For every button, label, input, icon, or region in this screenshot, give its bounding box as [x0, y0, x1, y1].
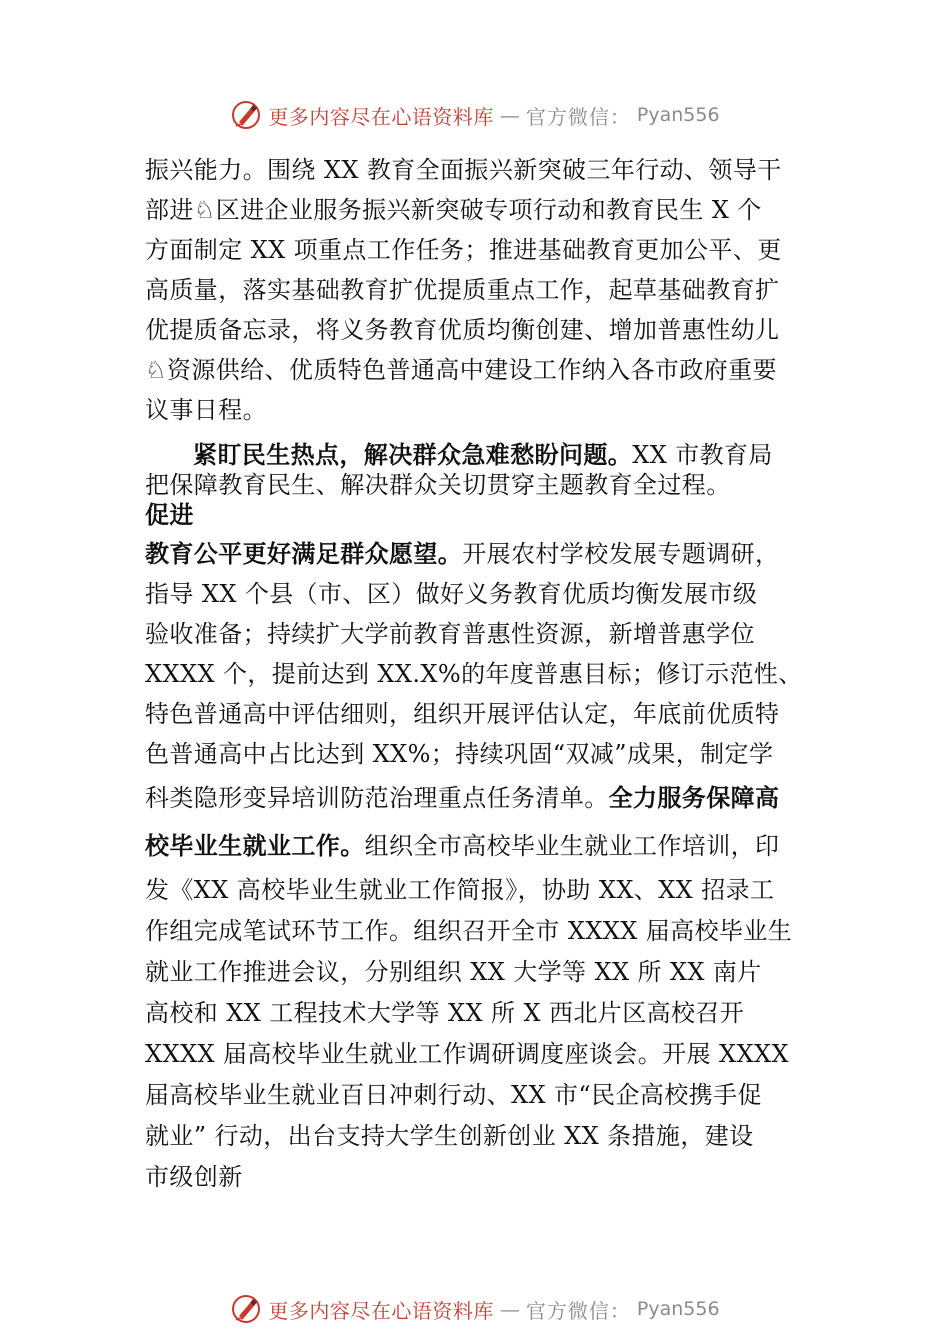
watermark-account: Pyan556: [636, 104, 720, 126]
paragraph-1: [145, 150, 805, 430]
watermark-separator: —: [499, 103, 520, 127]
text-line: XXXX 个，提前达到 XX.X%的年度普惠目标；修订示范性、: [145, 660, 803, 688]
sub-heading: 校毕业生就业工作。: [145, 832, 365, 860]
pen-logo-icon: [230, 1293, 262, 1325]
text-line: 发《XX 高校毕业生就业工作简报》，协助 XX、XX 招录工: [145, 876, 775, 904]
text-run: 科类隐形变异培训防范治理重点任务清单。: [145, 784, 609, 812]
section-heading: 紧盯民生热点，解决群众急难愁盼问题。: [193, 441, 633, 469]
text-line: [145, 774, 805, 822]
text-line: 届高校毕业生就业百日冲刺行动、XX 市“民企高校携手促: [145, 1081, 762, 1109]
header-watermark: [0, 95, 950, 135]
text-run: 组织全市高校毕业生就业工作培训，印: [364, 832, 780, 860]
text-line: [145, 822, 805, 870]
text-line: 作组完成笔试环节工作。组织召开全市 XXXX 届高校毕业生: [145, 917, 793, 945]
sub-heading: 教育公平更好满足群众愿望。: [145, 540, 463, 568]
text-line: 特色普通高中评估细则，组织开展评估认定，年底前优质特: [145, 700, 780, 728]
paragraph-3: [145, 534, 805, 822]
text-line: 议事日程。: [145, 396, 267, 424]
watermark-label: 官方微信：: [525, 104, 631, 129]
text-line: ♘资源供给、优质特色普通高中建设工作纳入各市政府重要: [145, 356, 777, 384]
text-line: XXXX 届高校毕业生就业工作调研调度座谈会。开展 XXXX: [145, 1040, 789, 1068]
text-line: 就业” 行动，出台支持大学生创新创业 XX 条措施，建设: [145, 1122, 754, 1150]
text-line: 市级创新: [145, 1163, 243, 1191]
text-line: 色普通高中占比达到 XX%；持续巩固“双减”成果，制定学: [145, 740, 774, 768]
text-line: 方面制定 XX 项重点工作任务；推进基础教育更加公平、更: [145, 236, 782, 264]
text-line: 就业工作推进会议，分别组织 XX 大学等 XX 所 XX 南片: [145, 958, 762, 986]
paragraph-4: [145, 822, 805, 1198]
text-line: 高校和 XX 工程技术大学等 XX 所 X 西北片区高校召开: [145, 999, 745, 1027]
text-line: 把保障教育民生、解决群众关切贯穿主题教育全过程。: [145, 471, 731, 499]
text-line: [145, 534, 805, 574]
watermark-prefix: 更多内容尽在心语资料库: [268, 104, 494, 129]
sub-heading: 全力服务保障高: [608, 784, 780, 812]
watermark-prefix: 更多内容尽在心语资料库: [268, 1298, 494, 1323]
text-line: 振兴能力。围绕 XX 教育全面振兴新突破三年行动、领导干: [145, 156, 782, 184]
text-line: 验收准备；持续扩大学前教育普惠性资源，新增普惠学位: [145, 620, 755, 648]
pen-logo-icon: [230, 99, 262, 131]
text-line: 指导 XX 个县（市、区）做好义务教育优质均衡发展市级: [145, 580, 758, 608]
text-line: 高质量，落实基础教育扩优提质重点工作，起草基础教育扩: [145, 276, 780, 304]
watermark-label: 官方微信：: [525, 1298, 631, 1323]
watermark-separator: —: [499, 1297, 520, 1321]
paragraph-2-continued: [145, 500, 805, 530]
watermark-account: Pyan556: [636, 1298, 720, 1320]
text-line: 优提质备忘录，将义务教育优质均衡创建、增加普惠性幼儿: [145, 316, 780, 344]
footer-watermark: [0, 1289, 950, 1329]
text-run: XX 市教育局: [632, 441, 773, 469]
paragraph-2: [145, 440, 805, 500]
text-run: 开展农村学校发展专题调研，: [462, 540, 780, 568]
document-body: [145, 150, 805, 1198]
sub-heading: 促进: [145, 501, 194, 529]
text-line: 部进♘区进企业服务振兴新突破专项行动和教育民生 X 个: [145, 196, 762, 224]
